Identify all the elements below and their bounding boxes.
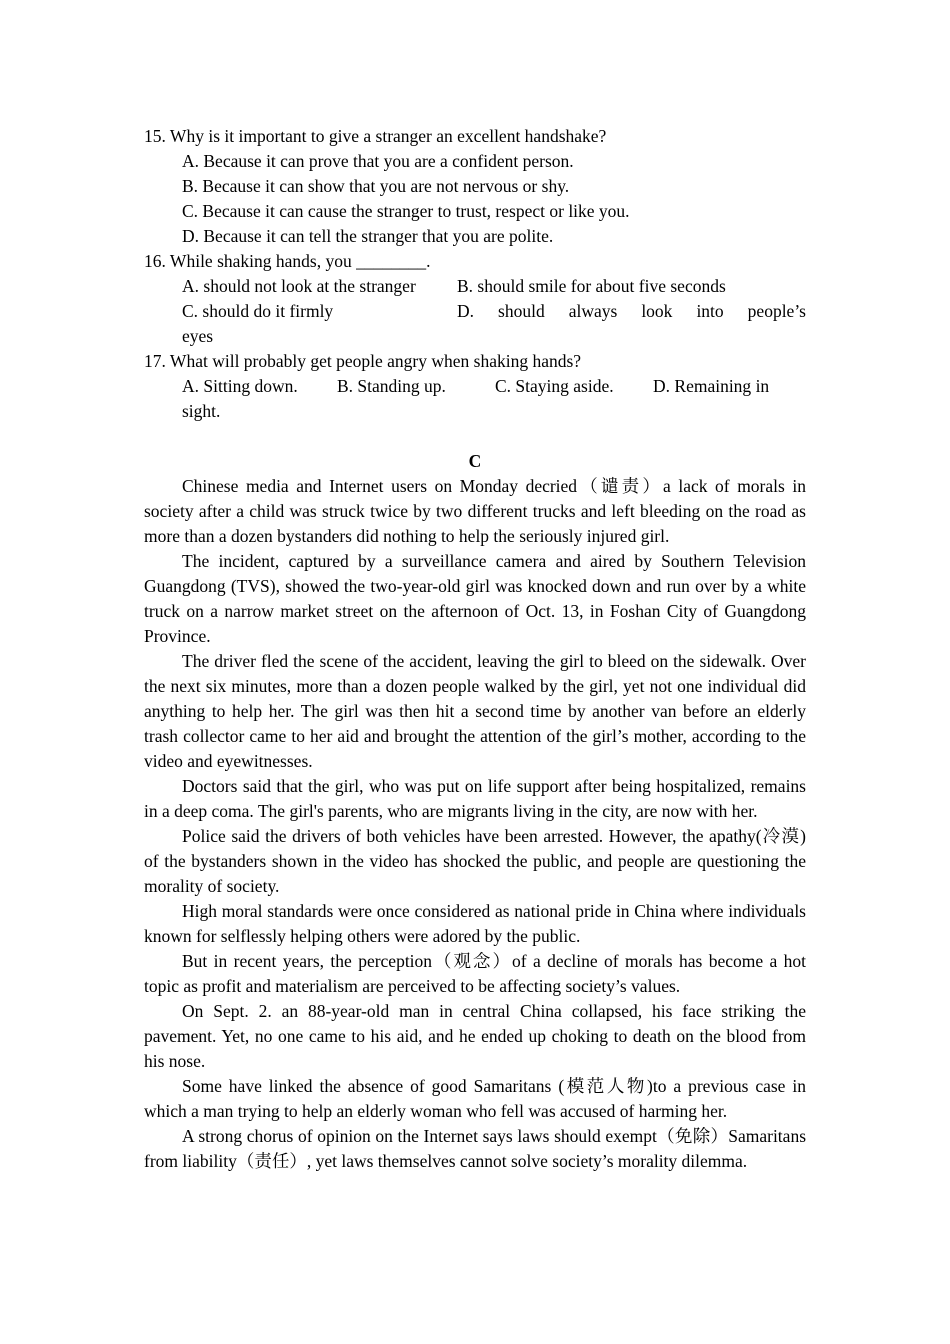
word: in bbox=[755, 376, 770, 396]
passage-paragraph: The driver fled the scene of the accident, leaving the girl to bleed on the sidewalk. Over the next six minutes, more than a dozen people walked by the girl, yet not one individual did anything to help her. The girl was then hit a second time by another van before an elderly trash collector came to her aid and brought the attention of the girl’s mother, according to the video and eyewitnesses. bbox=[144, 651, 806, 771]
passage-paragraph: Chinese media and Internet users on Monday decried（谴责）a lack of morals in society after a child was struck twice by two different trucks and left bleeding on the road as more than a dozen bystanders did nothing to help the seriously injured girl. bbox=[144, 476, 806, 546]
word: always bbox=[568, 301, 618, 321]
question-16-options-row-2 bbox=[144, 299, 806, 324]
question-17 bbox=[144, 349, 806, 424]
question-15-option-c: C. Because it can cause the stranger to trust, respect or like you. bbox=[182, 201, 630, 221]
question-17-option-b: B. Standing up. bbox=[337, 376, 446, 396]
word: into bbox=[696, 301, 724, 321]
question-17-option-c: C. Staying aside. bbox=[495, 376, 614, 396]
passage-paragraph: A strong chorus of opinion on the Internet says laws should exempt（免除）Samaritans from liability（责任）, yet laws themselves cannot solve society’s morality dilemma. bbox=[144, 1126, 806, 1171]
word: should bbox=[498, 301, 545, 321]
word: people’s bbox=[747, 301, 806, 321]
question-15-option-b: B. Because it can show that you are not nervous or shy. bbox=[182, 176, 570, 196]
question-15 bbox=[144, 124, 806, 249]
passage-paragraph: Some have linked the absence of good Samaritans (模范人物)to a previous case in which a man trying to help an elderly woman who fell was accused of harming her. bbox=[144, 1076, 806, 1121]
question-17-option-a: A. Sitting down. bbox=[182, 376, 298, 396]
passage-paragraph: High moral standards were once considered as national pride in China where individuals known for selflessly helping others were adored by the public. bbox=[144, 901, 806, 946]
word: Remaining bbox=[674, 376, 752, 396]
question-17-option-d-wrap: sight. bbox=[182, 401, 221, 421]
question-16-options-row-1 bbox=[144, 274, 806, 299]
passage-paragraph: But in recent years, the perception（观念）of a decline of morals has become a hot topic as profit and materialism are perceived to be affecting society’s values. bbox=[144, 951, 806, 996]
passage-paragraph: Doctors said that the girl, who was put on life support after being hospitalized, remains in a deep coma. The girl's parents, who are migrants living in the city, are now with her. bbox=[144, 776, 806, 821]
question-17-options bbox=[144, 374, 806, 399]
question-16-option-d-wrap: eyes bbox=[182, 326, 214, 346]
passage-heading: C bbox=[468, 451, 482, 471]
word: D. bbox=[457, 301, 475, 321]
question-16-option-a: A. should not look at the stranger bbox=[182, 276, 416, 296]
question-16-stem: 16. While shaking hands, you ________. bbox=[144, 251, 431, 271]
question-16 bbox=[144, 249, 806, 349]
passage-paragraph: Police said the drivers of both vehicles have been arrested. However, the apathy(冷漠) of the bystanders shown in the video has shocked the public, and people are questioning the morality of society. bbox=[144, 826, 806, 896]
passage-c bbox=[144, 449, 806, 1174]
word: D. bbox=[653, 376, 671, 396]
question-16-option-d bbox=[457, 299, 806, 324]
passage-paragraph: On Sept. 2. an 88-year-old man in central China collapsed, his face striking the pavement. Yet, no one came to his aid, and he ended up choking to death on the blood from his nose. bbox=[144, 1001, 806, 1071]
document-page bbox=[144, 124, 806, 1174]
spacer bbox=[144, 424, 806, 449]
question-16-option-b: B. should smile for about five seconds bbox=[457, 276, 726, 296]
question-15-option-d: D. Because it can tell the stranger that you are polite. bbox=[182, 226, 554, 246]
question-17-option-d bbox=[653, 374, 806, 399]
word: look bbox=[641, 301, 673, 321]
question-16-option-c: C. should do it firmly bbox=[182, 301, 334, 321]
passage-paragraph: The incident, captured by a surveillance camera and aired by Southern Television Guangdong (TVS), showed the two-year-old girl was knocked down and run over by a white truck on a narrow market street on the afternoon of Oct. 13, in Foshan City of Guangdong Province. bbox=[144, 551, 806, 646]
question-17-stem: 17. What will probably get people angry when shaking hands? bbox=[144, 351, 582, 371]
question-15-option-a: A. Because it can prove that you are a confident person. bbox=[182, 151, 574, 171]
question-15-stem: 15. Why is it important to give a stranger an excellent handshake? bbox=[144, 126, 607, 146]
